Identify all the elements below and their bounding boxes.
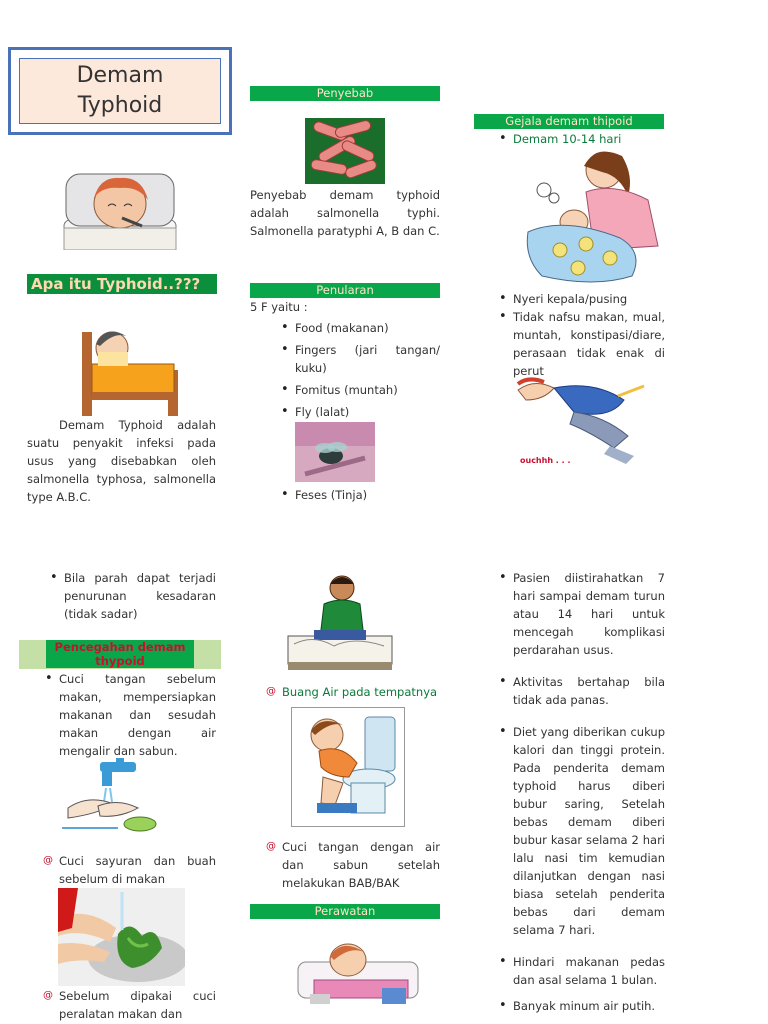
cause-paragraph: Penyebab demam typhoid adalah salmonella typhi. Salmonella paratyphi A, B dan C. [250,188,440,238]
child-in-bed-illustration [78,312,182,416]
transmission-item-feses: • Feses (Tinja) [295,486,440,504]
child-toilet-illustration [291,707,405,827]
transmission-item: • Food (makanan) [295,319,440,337]
waste-item: @ Buang Air pada tempatnya [282,683,440,701]
heading-penularan: Penularan [250,283,440,298]
symptom-item: • Demam 10-14 hari [513,130,663,148]
transmission-intro: 5 F yaitu : [250,300,308,314]
resting-child-illustration [290,930,426,1008]
sick-child-illustration [60,168,180,250]
title-panel [19,58,221,124]
severe-item: • Bila parah dapat terjadi penurunan kesadaran (tidak sadar) [64,569,216,623]
transmission-list [295,319,440,421]
transmission-item: • Fomitus (muntah) [295,381,440,399]
mother-caring-illustration [524,146,662,286]
transmission-item: • Fly (lalat) [295,403,440,421]
prevention-item-1: • Cuci tangan sebelum makan, mempersiapkan makanan dan sesudah makan dengan air mengalir dan sabun. [59,670,216,760]
definition-paragraph: Demam Typhoid adalah suatu penyakit infeksi pada usus yang disebabkan oleh salmonella typhosa, salmonella type A.B.C. [27,418,216,504]
washing-vegetables-photo [58,888,185,986]
fly-photo [295,422,375,482]
transmission-list-2 [295,486,440,504]
care-item: • Pasien diistirahatkan 7 hari sampai demam turun atau 14 hari untuk mencegah komplikasi perdarahan usus. [513,569,665,659]
heading-apa-itu-typhoid: Apa itu Typhoid..??? [27,274,217,294]
waste-list [282,683,440,701]
title-line-2: Typhoid [77,93,163,118]
heading-gejala: Gejala demam thipoid [474,114,664,129]
title-line-1: Demam [76,63,164,88]
boy-washing-illustration [284,574,396,672]
prevention-item-2: @ Cuci sayuran dan buah sebelum di makan [59,852,216,888]
stomach-ache-illustration [514,376,648,468]
title-box [8,47,232,135]
prevention-list-2 [59,852,216,888]
care-item: • Diet yang diberikan cukup kalori dan tinggi protein. Pada penderita demam typhoid harus diberi bubur saring, Setelah bebas demam diberi bubur kasar selama 2 hari lalu nasi tim kemudian dilanjutkan dengan nasi biasa setelah penderita bebas dari demam selama 7 hari. [513,723,665,939]
transmission-item: • Fingers (jari tangan/ kuku) [295,341,440,377]
bacteria-photo [305,118,385,184]
prevention-heading-bar [19,640,221,669]
prevention-item-3: @ Sebelum dipakai cuci peralatan makan dan [59,987,216,1023]
care-list [513,569,665,1015]
symptom-list-2 [513,290,665,380]
handwash-list [282,838,440,892]
prevention-list-1 [59,670,216,760]
severe-list [64,569,216,623]
care-item: • Banyak minum air putih. [513,997,665,1015]
heading-penyebab: Penyebab [250,86,440,101]
heading-perawatan: Perawatan [250,904,440,919]
care-item: • Aktivitas bertahap bila tidak ada panas. [513,673,665,709]
ouch-label: ouchhh . . . [520,456,571,465]
handwash-item: @ Cuci tangan dengan air dan sabun setelah melakukan BAB/BAK [282,838,440,892]
handwash-illustration [58,758,160,834]
symptom-item: • Tidak nafsu makan, mual, muntah, konstipasi/diare, perasaan tidak enak di perut [513,308,665,380]
care-item: • Hindari makanan pedas dan asal selama 1 bulan. [513,953,665,989]
symptom-item: • Nyeri kepala/pusing [513,290,665,308]
prevention-list-3 [59,987,216,1023]
prevention-heading: Pencegahan demam thypoid [46,640,194,668]
